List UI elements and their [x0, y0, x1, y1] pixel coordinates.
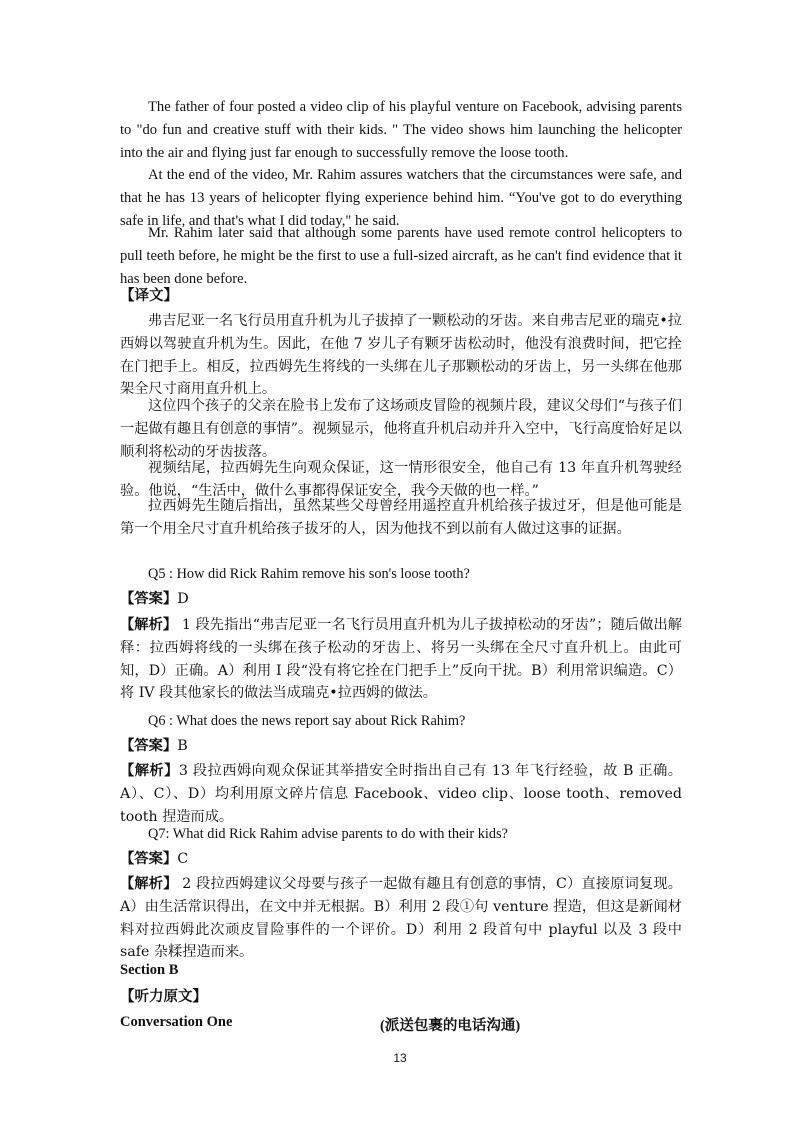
analysis-text: 1 段先指出“弗吉尼亚一名飞行员用直升机为儿子拔掉松动的牙齿”；随后做出解释：拉西姆将线的一头绑在孩子松动的牙齿上、将另一头绑在全尺寸直升机上。由此可知，D）正确。A）利用 I 段“没有将它拴在门把手上”反向干扰。B）利用常识编造。C）将 IV 段其他家长的做法当成瑞克•拉西姆的做法。 [120, 617, 682, 702]
question-q5: Q5 : How did Rick Rahim remove his son's loose tooth? [148, 566, 470, 582]
answer-label: 【答案】 [120, 591, 178, 607]
analysis-text: 3 段拉西姆向观众保证其举措安全时指出自己有 13 年飞行经验，故 B 正确。 A）、C）、D）均利用原文碎片信息 Facebook、video clip、loose tooth、removed tooth 捏造而成。 [120, 763, 682, 825]
english-paragraph-2: At the end of the video, Mr. Rahim assures watchers that the circumstances were safe, and that he has 13 years of helicopter flying experience behind him. “You've got to do everything safe in life, and that's what I did today," he said. [120, 167, 682, 229]
analysis-q7 [120, 873, 682, 964]
answer-value: C [177, 851, 189, 867]
section-title: Section B [120, 962, 179, 978]
question-q6: Q6 : What does the news report say about Rick Rahim? [148, 713, 466, 729]
answer-label: 【答案】 [120, 851, 178, 867]
answer-label: 【答案】 [120, 738, 178, 754]
analysis-q6 [120, 760, 682, 828]
analysis-text: 2 段拉西姆建议父母要与孩子一起做有趣且有创意的事情，C）直接原词复现。A）由生活常识得出，在文中并无根据。B）利用 2 段①句 venture 捏造，但这是新闻材料对拉西姆此次顽皮冒险事件的一个评价。D）利用 2 段首句中 playful 以及 3 段中 safe 杂糅捏造而来。 [120, 876, 682, 961]
analysis-label: 【解析】 [120, 617, 178, 633]
translation-paragraph-1: 弗吉尼亚一名飞行员用直升机为儿子拔掉了一颗松动的牙齿。来自弗吉尼亚的瑞克•拉西姆以驾驶直升机为生。因此，在他 7 岁儿子有颗牙齿松动时，他没有浪费时间，把它拴在门把手上。相反，拉西姆先生将线的一头绑在儿子那颗松动的牙齿上，另一头绑在他那架全尺寸商用直升机上。 [120, 313, 682, 398]
page-number: 13 [393, 1051, 407, 1065]
analysis-label: 【解析】 [120, 876, 178, 892]
conversation-title: Conversation One [120, 1014, 233, 1030]
translation-paragraph-2: 这位四个孩子的父亲在脸书上发布了这场顽皮冒险的视频片段，建议父母们“与孩子们一起做有趣且有创意的事情”。视频显示，他将直升机启动并升入空中，飞行高度恰好足以顺利将松动的牙齿拔落。 [120, 398, 682, 460]
translation-heading: 【译文】 [120, 287, 178, 304]
analysis-label: 【解析】 [120, 763, 179, 779]
listening-heading: 【听力原文】 [120, 988, 207, 1005]
english-paragraph-1: The father of four posted a video clip of his playful venture on Facebook, advising parents to "do fun and creative stuff with their kids. " The video shows him launching the helicopter into the air and flying just far enough to successfully remove the loose tooth. [120, 99, 682, 161]
english-paragraph-3: Mr. Rahim later said that although some parents have used remote control helicopters to pull teeth before, he might be the first to use a full-sized aircraft, as he can't find evidence that it has been done before. [120, 225, 682, 287]
conversation-note: (派送包裹的电话沟通) [380, 1018, 521, 1034]
question-q7: Q7: What did Rick Rahim advise parents to do with their kids? [148, 826, 508, 842]
answer-q6 [120, 735, 188, 757]
analysis-q5 [120, 614, 682, 705]
answer-value: D [177, 591, 189, 607]
translation-paragraph-3: 视频结尾，拉西姆先生向观众保证，这一情形很安全，他自己有 13 年直升机驾驶经验。他说，“生活中，做什么事都得保证安全，我今天做的也一样。” [120, 460, 682, 499]
answer-value: B [177, 738, 188, 754]
answer-q7 [120, 848, 188, 870]
translation-paragraph-4: 拉西姆先生随后指出，虽然某些父母曾经用遥控直升机给孩子拔过牙，但是他可能是第一个用全尺寸直升机给孩子拔牙的人，因为他找不到以前有人做过这事的证据。 [120, 498, 682, 537]
answer-q5 [120, 588, 189, 610]
